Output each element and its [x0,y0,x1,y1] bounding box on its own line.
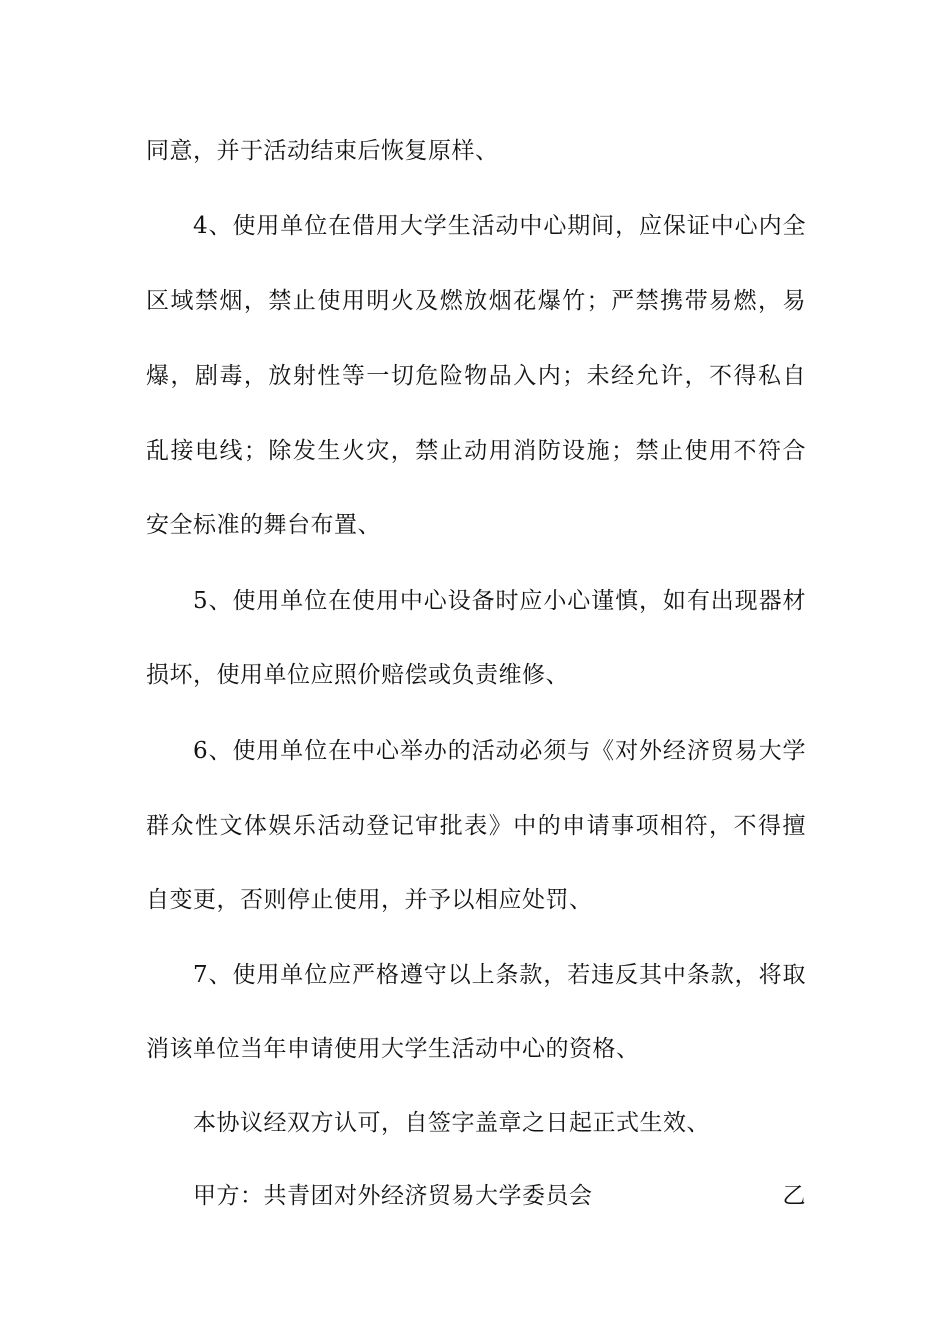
signature-row [193,1182,806,1210]
clause-4-line-2: 区域禁烟，禁止使用明火及燃放烟花爆竹；严禁携带易燃，易 [146,288,806,314]
clause-4-line-3: 爆，剧毒，放射性等一切危险物品入内；未经允许，不得私自 [146,363,806,389]
party-a-label: 甲方：共青团对外经济贸易大学委员会 [193,1183,593,1209]
clause-5-line-2: 损坏，使用单位应照价赔偿或负责维修、 [146,662,569,688]
clause-4-line-1: 4、使用单位在借用大学生活动中心期间，应保证中心内全 [193,213,806,239]
clause-4-line-5: 安全标准的舞台布置、 [146,512,381,538]
effectiveness-statement: 本协议经双方认可，自签字盖章之日起正式生效、 [193,1110,710,1136]
clause-7-line-1: 7、使用单位应严格遵守以上条款，若违反其中条款，将取 [193,962,806,988]
clause-5-line-1: 5、使用单位在使用中心设备时应小心谨慎，如有出现器材 [193,588,806,614]
clause-6-line-3: 自变更，否则停止使用，并予以相应处罚、 [146,887,593,913]
clause-6-line-1: 6、使用单位在中心举办的活动必须与《对外经济贸易大学 [193,738,806,764]
party-b-label: 乙 [782,1183,806,1209]
clause-4-line-4: 乱接电线；除发生火灾，禁止动用消防设施；禁止使用不符合 [146,438,806,464]
paragraph-line-1: 同意，并于活动结束后恢复原样、 [146,138,499,164]
clause-6-line-2: 群众性文体娱乐活动登记审批表》中的申请事项相符，不得擅 [146,813,806,839]
clause-7-line-2: 消该单位当年申请使用大学生活动中心的资格、 [146,1036,640,1062]
